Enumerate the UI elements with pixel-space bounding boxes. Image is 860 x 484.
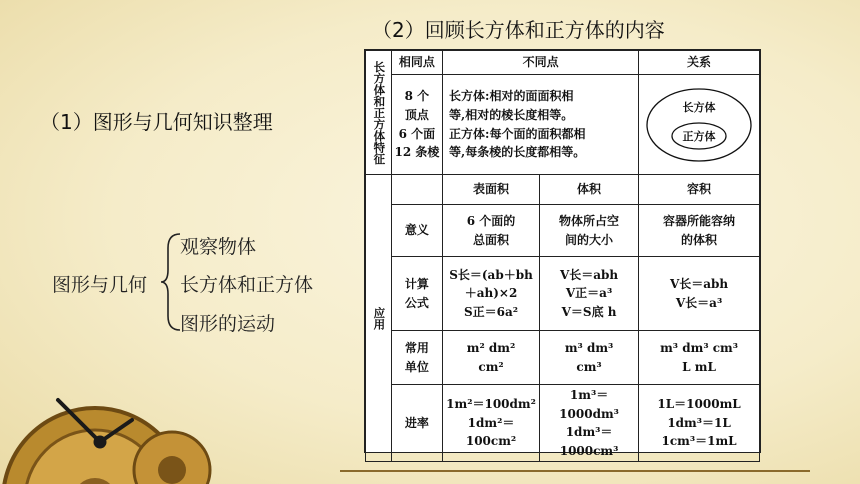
nested-ellipse-icon xyxy=(644,86,754,164)
mindmap-branch-3: 图形的运动 xyxy=(180,313,276,335)
diff-line: 等,每条棱的长度都相等。 xyxy=(449,145,586,160)
meaning-volume: 物体所占空 间的大小 xyxy=(540,205,639,257)
same-line: 8 个 xyxy=(404,89,430,104)
rate-area: 1m²＝100dm² 1dm²＝100cm² xyxy=(443,385,540,462)
table-row xyxy=(366,257,760,331)
diff-line: 正方体:每个面的面积都相 xyxy=(449,126,586,141)
col-capacity: 容积 xyxy=(639,175,760,205)
meaning-area: 6 个面的 总面积 xyxy=(443,205,540,257)
formula-volume: V长＝abh V正＝a³ V＝S底 h xyxy=(540,257,639,331)
mindmap-branch-2: 长方体和正方体 xyxy=(180,274,314,296)
relation-diagram xyxy=(644,86,754,164)
section-title: （1）图形与几何知识整理 xyxy=(40,110,273,134)
same-line: 顶点 xyxy=(404,107,429,122)
application-label: 应用 xyxy=(366,175,392,462)
diff-line: 等,相对的棱长度相等。 xyxy=(449,107,574,122)
formula-capacity: V长＝abh V长＝a³ xyxy=(639,257,760,331)
col-volume: 体积 xyxy=(540,175,639,205)
row-rate: 进率 xyxy=(391,385,442,462)
gear-clock-decoration xyxy=(0,350,220,484)
features-label: 长方体和正方体特征 xyxy=(366,51,392,175)
same-line: 12 条棱 xyxy=(394,145,440,160)
relation-cell xyxy=(639,75,760,175)
row-units: 常用 单位 xyxy=(391,331,442,385)
summary-table xyxy=(365,50,760,462)
diff-line: 长方体:相对的面面积相 xyxy=(449,89,574,104)
formula-area: S长＝(ab＋bh ＋ah)×2 S正＝6a² xyxy=(443,257,540,331)
table-row xyxy=(366,75,760,175)
rate-volume: 1m³＝1000dm³ 1dm³＝1000cm³ xyxy=(540,385,639,462)
diff-cell xyxy=(443,75,639,175)
mindmap-root: 图形与几何 xyxy=(52,274,148,296)
relation-outer-label: 长方体 xyxy=(682,100,716,114)
rate-capacity: 1L＝1000mL 1dm³＝1L 1cm³＝1mL xyxy=(639,385,760,462)
relation-inner-label: 正方体 xyxy=(682,129,716,143)
empty-cell xyxy=(391,175,442,205)
units-capacity: m³ dm³ cm³ L mL xyxy=(639,331,760,385)
col-area: 表面积 xyxy=(443,175,540,205)
meaning-capacity: 容器所能容纳 的体积 xyxy=(639,205,760,257)
row-formula: 计算 公式 xyxy=(391,257,442,331)
head-relation: 关系 xyxy=(639,51,760,75)
head-same: 相同点 xyxy=(391,51,442,75)
units-volume: m³ dm³ cm³ xyxy=(540,331,639,385)
units-area: m² dm² cm² xyxy=(443,331,540,385)
same-cell xyxy=(391,75,442,175)
head-diff: 不同点 xyxy=(443,51,639,75)
table-row xyxy=(366,175,760,205)
brace-icon xyxy=(160,232,182,332)
summary-table-card xyxy=(364,49,761,458)
mindmap-branch-1: 观察物体 xyxy=(180,236,257,258)
table-row xyxy=(366,385,760,462)
decorative-line xyxy=(340,470,810,472)
table-row xyxy=(366,51,760,75)
review-title: （2）回顾长方体和正方体的内容 xyxy=(372,18,665,42)
table-row xyxy=(366,205,760,257)
same-line: 6 个面 xyxy=(398,126,436,141)
row-meaning: 意义 xyxy=(391,205,442,257)
table-row xyxy=(366,331,760,385)
